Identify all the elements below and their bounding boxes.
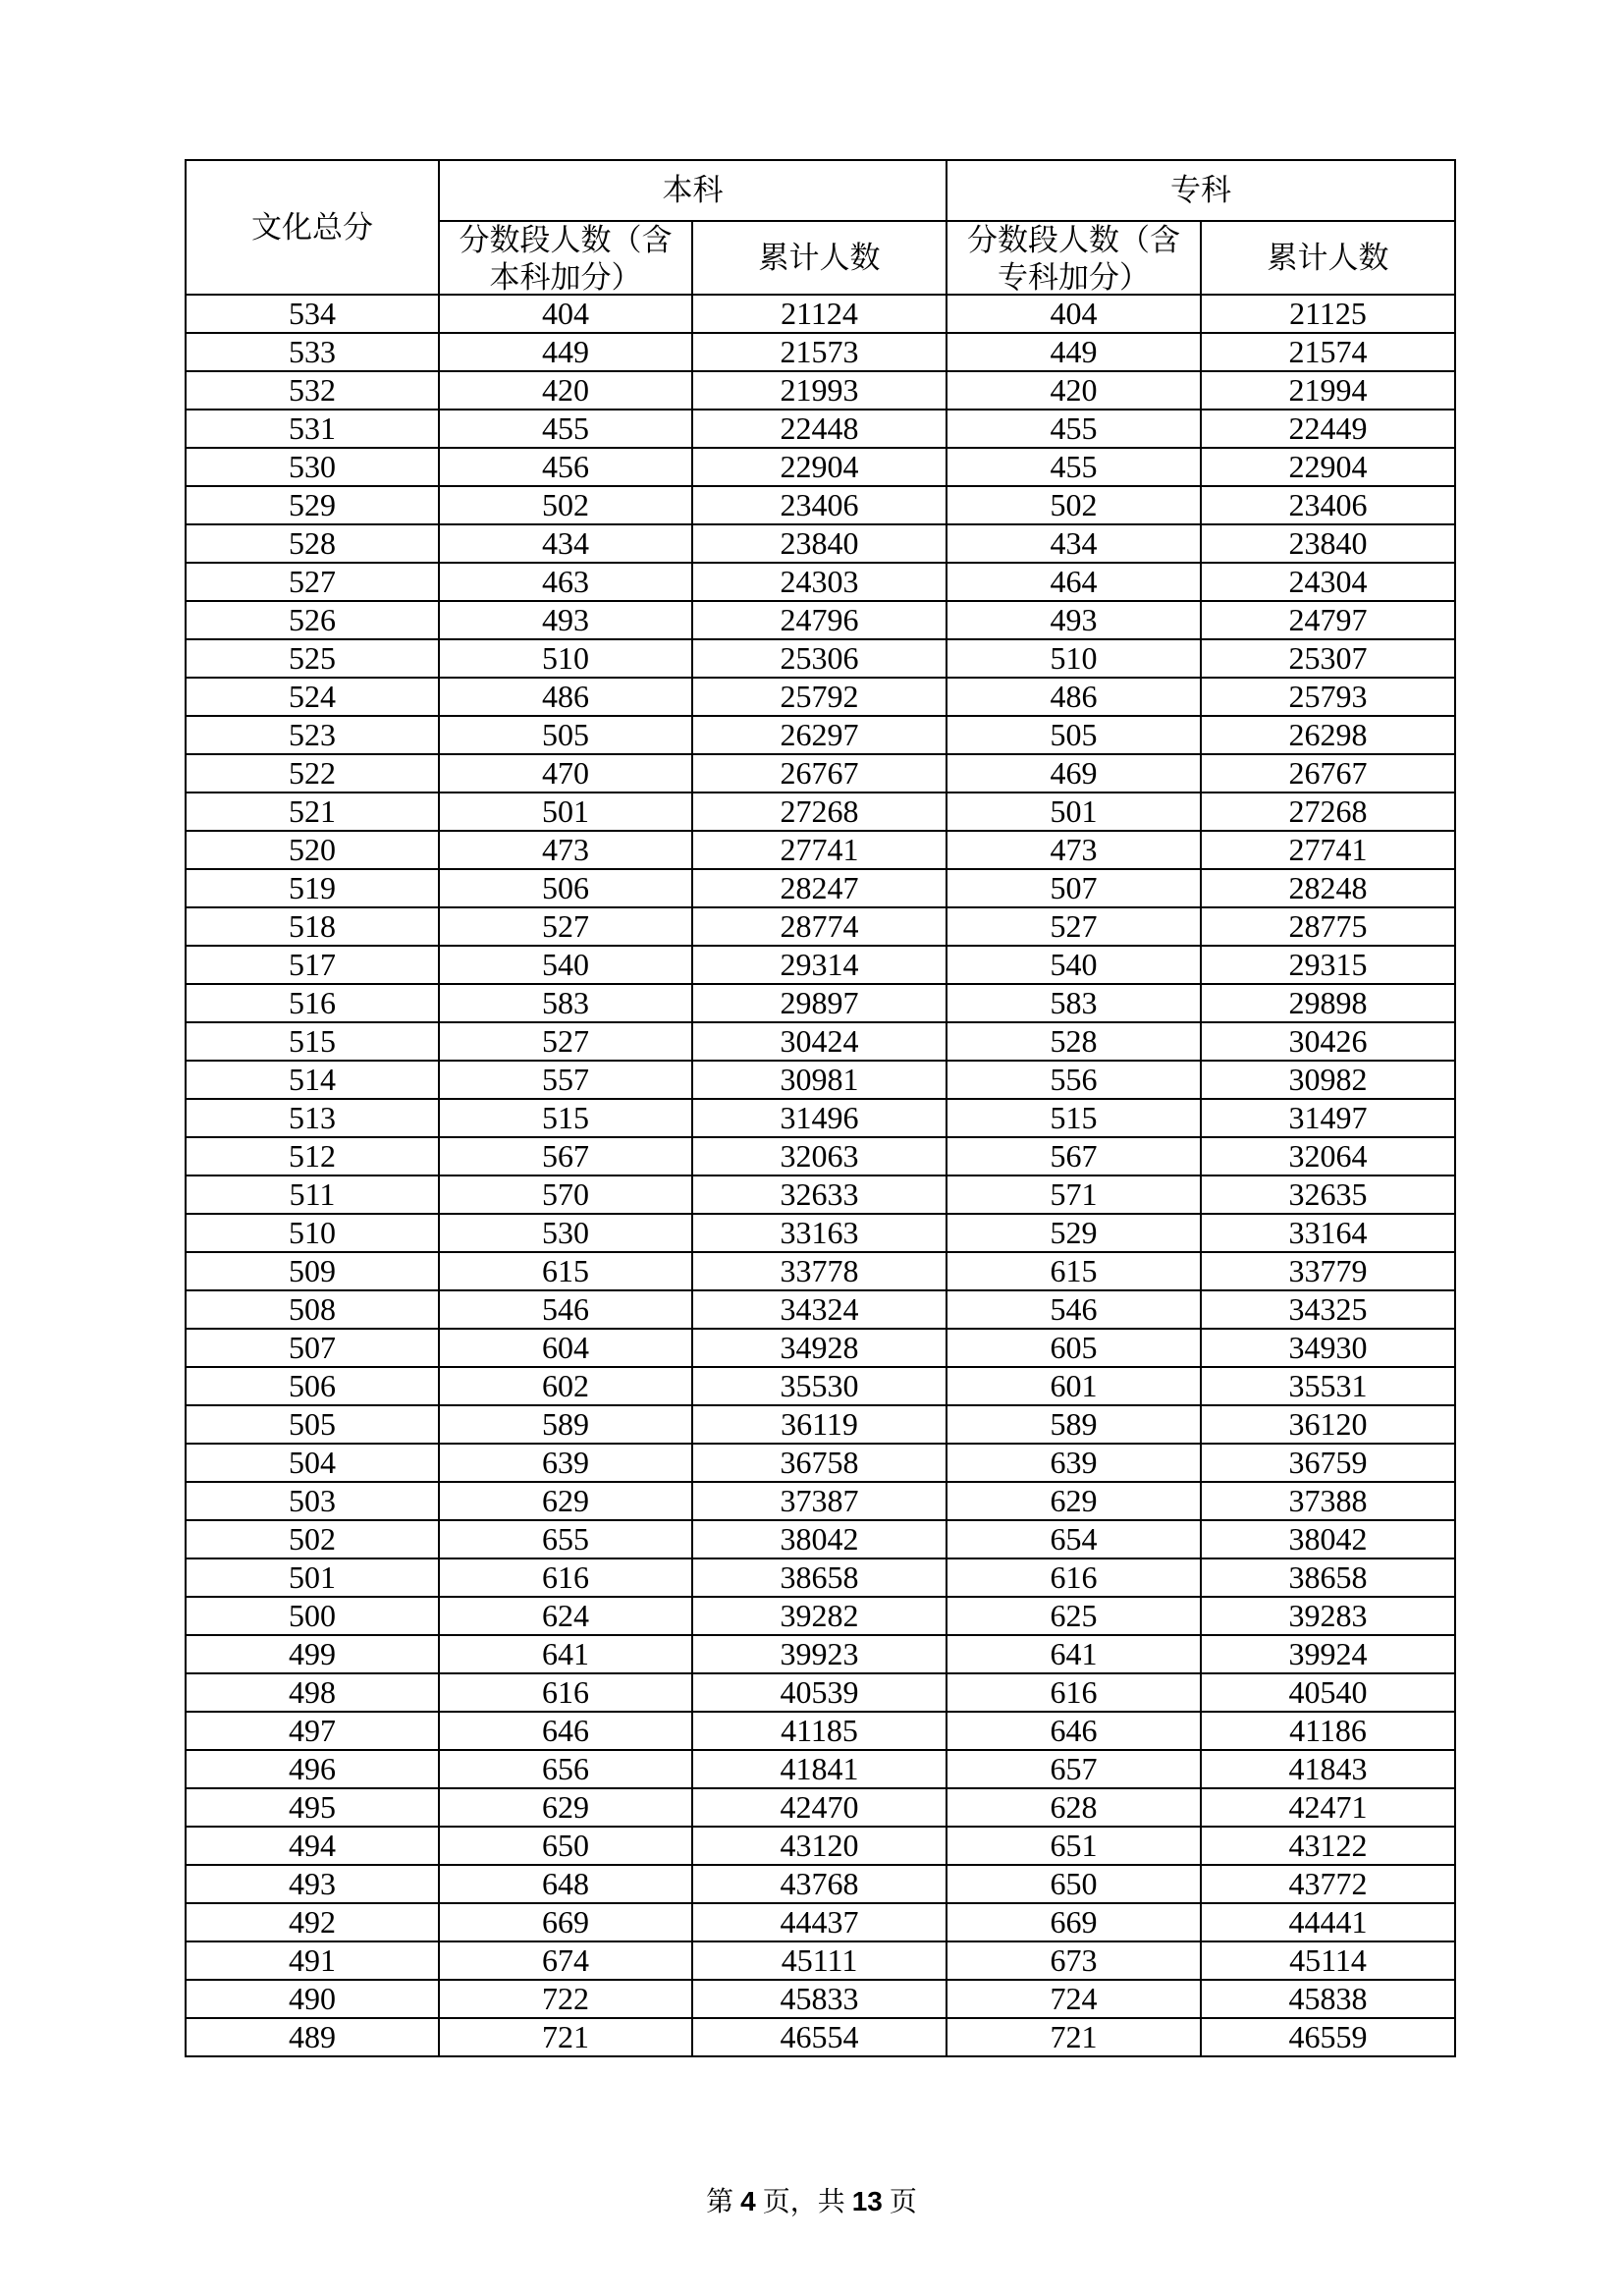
cell-zhuanke-cumulative: 22449	[1201, 410, 1455, 448]
table-row	[186, 333, 1455, 371]
cell-benke-count: 616	[439, 1558, 692, 1597]
cell-benke-count: 722	[439, 1980, 692, 2018]
cell-total-score: 493	[186, 1865, 439, 1903]
cell-benke-cumulative: 31496	[692, 1099, 947, 1137]
table-row	[186, 831, 1455, 869]
cell-benke-count: 583	[439, 984, 692, 1022]
table-row	[186, 1788, 1455, 1827]
cell-zhuanke-count: 616	[947, 1558, 1201, 1597]
cell-zhuanke-count: 455	[947, 410, 1201, 448]
table-row	[186, 1137, 1455, 1175]
table-row	[186, 524, 1455, 563]
cell-zhuanke-count: 567	[947, 1137, 1201, 1175]
cell-zhuanke-cumulative: 24304	[1201, 563, 1455, 601]
cell-benke-count: 624	[439, 1597, 692, 1635]
cell-benke-cumulative: 33163	[692, 1214, 947, 1252]
cell-benke-cumulative: 30424	[692, 1022, 947, 1061]
cell-zhuanke-cumulative: 45114	[1201, 1941, 1455, 1980]
cell-benke-count: 721	[439, 2018, 692, 2056]
cell-zhuanke-cumulative: 26298	[1201, 716, 1455, 754]
table-row	[186, 1597, 1455, 1635]
cell-zhuanke-cumulative: 43772	[1201, 1865, 1455, 1903]
cell-total-score: 520	[186, 831, 439, 869]
table-row	[186, 907, 1455, 946]
cell-zhuanke-count: 502	[947, 486, 1201, 524]
cell-total-score: 494	[186, 1827, 439, 1865]
cell-benke-cumulative: 30981	[692, 1061, 947, 1099]
cell-zhuanke-count: 493	[947, 601, 1201, 639]
cell-total-score: 532	[186, 371, 439, 410]
table-row	[186, 1635, 1455, 1673]
cell-zhuanke-count: 654	[947, 1520, 1201, 1558]
table-row	[186, 1099, 1455, 1137]
cell-total-score: 528	[186, 524, 439, 563]
cell-zhuanke-cumulative: 30426	[1201, 1022, 1455, 1061]
cell-benke-count: 515	[439, 1099, 692, 1137]
cell-zhuanke-cumulative: 21994	[1201, 371, 1455, 410]
cell-benke-cumulative: 39282	[692, 1597, 947, 1635]
cell-total-score: 514	[186, 1061, 439, 1099]
cell-benke-count: 527	[439, 1022, 692, 1061]
table-row	[186, 1175, 1455, 1214]
cell-total-score: 490	[186, 1980, 439, 2018]
cell-benke-cumulative: 23406	[692, 486, 947, 524]
cell-zhuanke-cumulative: 44441	[1201, 1903, 1455, 1941]
cell-zhuanke-count: 650	[947, 1865, 1201, 1903]
table-row	[186, 1941, 1455, 1980]
cell-zhuanke-cumulative: 32635	[1201, 1175, 1455, 1214]
cell-benke-count: 656	[439, 1750, 692, 1788]
cell-zhuanke-count: 583	[947, 984, 1201, 1022]
cell-benke-count: 493	[439, 601, 692, 639]
cell-benke-count: 449	[439, 333, 692, 371]
cell-total-score: 496	[186, 1750, 439, 1788]
cell-zhuanke-count: 556	[947, 1061, 1201, 1099]
cell-benke-count: 629	[439, 1482, 692, 1520]
cell-benke-cumulative: 41185	[692, 1712, 947, 1750]
cell-benke-count: 646	[439, 1712, 692, 1750]
cell-zhuanke-count: 657	[947, 1750, 1201, 1788]
table-row	[186, 1329, 1455, 1367]
cell-zhuanke-count: 455	[947, 448, 1201, 486]
cell-zhuanke-count: 639	[947, 1444, 1201, 1482]
cell-total-score: 509	[186, 1252, 439, 1290]
cell-zhuanke-count: 515	[947, 1099, 1201, 1137]
cell-zhuanke-cumulative: 26767	[1201, 754, 1455, 793]
cell-benke-count: 404	[439, 295, 692, 333]
cell-benke-count: 530	[439, 1214, 692, 1252]
table-row	[186, 984, 1455, 1022]
cell-benke-count: 463	[439, 563, 692, 601]
cell-benke-count: 506	[439, 869, 692, 907]
cell-benke-count: 641	[439, 1635, 692, 1673]
cell-zhuanke-cumulative: 35531	[1201, 1367, 1455, 1405]
cell-zhuanke-count: 486	[947, 678, 1201, 716]
cell-benke-cumulative: 25792	[692, 678, 947, 716]
cell-benke-count: 540	[439, 946, 692, 984]
footer-middle: 页，共	[762, 2187, 845, 2217]
cell-zhuanke-cumulative: 36759	[1201, 1444, 1455, 1482]
cell-zhuanke-count: 529	[947, 1214, 1201, 1252]
cell-benke-count: 456	[439, 448, 692, 486]
cell-zhuanke-cumulative: 22904	[1201, 448, 1455, 486]
cell-zhuanke-count: 540	[947, 946, 1201, 984]
cell-zhuanke-cumulative: 36120	[1201, 1405, 1455, 1444]
cell-zhuanke-cumulative: 45838	[1201, 1980, 1455, 2018]
table-row	[186, 1061, 1455, 1099]
cell-benke-cumulative: 28247	[692, 869, 947, 907]
cell-zhuanke-count: 646	[947, 1712, 1201, 1750]
cell-total-score: 516	[186, 984, 439, 1022]
table-row	[186, 869, 1455, 907]
cell-benke-cumulative: 38658	[692, 1558, 947, 1597]
cell-zhuanke-count: 724	[947, 1980, 1201, 2018]
cell-benke-cumulative: 29897	[692, 984, 947, 1022]
cell-zhuanke-cumulative: 25307	[1201, 639, 1455, 678]
header-total-score: 文化总分	[186, 160, 439, 295]
cell-benke-cumulative: 27268	[692, 793, 947, 831]
cell-total-score: 504	[186, 1444, 439, 1482]
cell-benke-cumulative: 22904	[692, 448, 947, 486]
cell-benke-count: 615	[439, 1252, 692, 1290]
cell-benke-count: 434	[439, 524, 692, 563]
table-row	[186, 448, 1455, 486]
table-row	[186, 1290, 1455, 1329]
header-benke-cumulative: 累计人数	[692, 221, 947, 295]
header-zhuanke-segment-count	[947, 221, 1201, 295]
header-group-benke: 本科	[439, 160, 947, 221]
cell-benke-cumulative: 21124	[692, 295, 947, 333]
footer-suffix: 页	[889, 2187, 917, 2217]
cell-zhuanke-cumulative: 28248	[1201, 869, 1455, 907]
cell-total-score: 534	[186, 295, 439, 333]
cell-benke-cumulative: 36119	[692, 1405, 947, 1444]
cell-zhuanke-count: 616	[947, 1673, 1201, 1712]
cell-benke-cumulative: 25306	[692, 639, 947, 678]
cell-zhuanke-count: 721	[947, 2018, 1201, 2056]
table-row	[186, 678, 1455, 716]
cell-benke-cumulative: 24303	[692, 563, 947, 601]
cell-zhuanke-count: 434	[947, 524, 1201, 563]
table-row	[186, 1214, 1455, 1252]
cell-benke-count: 527	[439, 907, 692, 946]
table-row	[186, 410, 1455, 448]
cell-zhuanke-cumulative: 28775	[1201, 907, 1455, 946]
cell-zhuanke-cumulative: 23840	[1201, 524, 1455, 563]
cell-benke-cumulative: 32633	[692, 1175, 947, 1214]
cell-total-score: 533	[186, 333, 439, 371]
cell-zhuanke-cumulative: 40540	[1201, 1673, 1455, 1712]
cell-zhuanke-count: 673	[947, 1941, 1201, 1980]
cell-benke-cumulative: 39923	[692, 1635, 947, 1673]
cell-zhuanke-count: 528	[947, 1022, 1201, 1061]
cell-benke-count: 546	[439, 1290, 692, 1329]
table-row	[186, 1022, 1455, 1061]
cell-zhuanke-count: 510	[947, 639, 1201, 678]
cell-zhuanke-count: 669	[947, 1903, 1201, 1941]
table-row	[186, 1558, 1455, 1597]
cell-zhuanke-count: 625	[947, 1597, 1201, 1635]
cell-total-score: 515	[186, 1022, 439, 1061]
cell-benke-cumulative: 40539	[692, 1673, 947, 1712]
cell-zhuanke-count: 527	[947, 907, 1201, 946]
cell-zhuanke-count: 473	[947, 831, 1201, 869]
cell-total-score: 524	[186, 678, 439, 716]
cell-total-score: 503	[186, 1482, 439, 1520]
cell-zhuanke-count: 404	[947, 295, 1201, 333]
table-row	[186, 1865, 1455, 1903]
cell-zhuanke-cumulative: 38042	[1201, 1520, 1455, 1558]
cell-benke-cumulative: 28774	[692, 907, 947, 946]
table-row	[186, 371, 1455, 410]
cell-benke-count: 650	[439, 1827, 692, 1865]
cell-benke-cumulative: 37387	[692, 1482, 947, 1520]
table-row	[186, 716, 1455, 754]
cell-total-score: 527	[186, 563, 439, 601]
header-group-zhuanke: 专科	[947, 160, 1455, 221]
cell-zhuanke-cumulative: 25793	[1201, 678, 1455, 716]
cell-benke-cumulative: 22448	[692, 410, 947, 448]
header-zhuanke-cumulative: 累计人数	[1201, 221, 1455, 295]
cell-benke-cumulative: 44437	[692, 1903, 947, 1941]
score-distribution-table	[185, 159, 1456, 2057]
cell-benke-count: 470	[439, 754, 692, 793]
cell-benke-count: 639	[439, 1444, 692, 1482]
cell-total-score: 500	[186, 1597, 439, 1635]
cell-zhuanke-cumulative: 21125	[1201, 295, 1455, 333]
cell-total-score: 530	[186, 448, 439, 486]
cell-zhuanke-cumulative: 34930	[1201, 1329, 1455, 1367]
cell-benke-cumulative: 36758	[692, 1444, 947, 1482]
table-row	[186, 639, 1455, 678]
cell-zhuanke-cumulative: 39283	[1201, 1597, 1455, 1635]
cell-total-score: 517	[186, 946, 439, 984]
cell-total-score: 507	[186, 1329, 439, 1367]
cell-zhuanke-cumulative: 41843	[1201, 1750, 1455, 1788]
table-row	[186, 601, 1455, 639]
cell-total-score: 531	[186, 410, 439, 448]
cell-total-score: 526	[186, 601, 439, 639]
table-row	[186, 793, 1455, 831]
cell-total-score: 523	[186, 716, 439, 754]
table-row	[186, 2018, 1455, 2056]
cell-total-score: 510	[186, 1214, 439, 1252]
cell-benke-count: 648	[439, 1865, 692, 1903]
cell-zhuanke-cumulative: 41186	[1201, 1712, 1455, 1750]
table-row	[186, 295, 1455, 333]
cell-benke-cumulative: 43120	[692, 1827, 947, 1865]
cell-zhuanke-cumulative: 43122	[1201, 1827, 1455, 1865]
cell-total-score: 502	[186, 1520, 439, 1558]
cell-zhuanke-cumulative: 27268	[1201, 793, 1455, 831]
cell-total-score: 492	[186, 1903, 439, 1941]
cell-total-score: 513	[186, 1099, 439, 1137]
cell-total-score: 501	[186, 1558, 439, 1597]
cell-benke-cumulative: 33778	[692, 1252, 947, 1290]
table-row	[186, 1673, 1455, 1712]
cell-zhuanke-count: 505	[947, 716, 1201, 754]
cell-zhuanke-cumulative: 31497	[1201, 1099, 1455, 1137]
cell-zhuanke-count: 589	[947, 1405, 1201, 1444]
cell-zhuanke-count: 601	[947, 1367, 1201, 1405]
header-benke-segment-count-text: 分数段人数（含本科加分）	[459, 223, 673, 293]
cell-zhuanke-count: 507	[947, 869, 1201, 907]
cell-benke-count: 473	[439, 831, 692, 869]
cell-zhuanke-cumulative: 29898	[1201, 984, 1455, 1022]
cell-zhuanke-count: 641	[947, 1635, 1201, 1673]
cell-benke-count: 669	[439, 1903, 692, 1941]
cell-benke-count: 557	[439, 1061, 692, 1099]
cell-total-score: 525	[186, 639, 439, 678]
table-row	[186, 754, 1455, 793]
table-row	[186, 1482, 1455, 1520]
cell-zhuanke-cumulative: 33164	[1201, 1214, 1455, 1252]
cell-benke-count: 655	[439, 1520, 692, 1558]
cell-zhuanke-count: 501	[947, 793, 1201, 831]
cell-zhuanke-count: 449	[947, 333, 1201, 371]
cell-benke-count: 674	[439, 1941, 692, 1980]
cell-benke-count: 589	[439, 1405, 692, 1444]
footer-prefix: 第	[706, 2187, 734, 2217]
table-row	[186, 563, 1455, 601]
cell-benke-cumulative: 27741	[692, 831, 947, 869]
table-body	[186, 295, 1455, 2056]
cell-benke-cumulative: 38042	[692, 1520, 947, 1558]
cell-benke-count: 505	[439, 716, 692, 754]
cell-total-score: 518	[186, 907, 439, 946]
cell-total-score: 511	[186, 1175, 439, 1214]
cell-total-score: 489	[186, 2018, 439, 2056]
cell-zhuanke-cumulative: 38658	[1201, 1558, 1455, 1597]
cell-benke-count: 604	[439, 1329, 692, 1367]
cell-benke-count: 616	[439, 1673, 692, 1712]
cell-zhuanke-cumulative: 24797	[1201, 601, 1455, 639]
cell-benke-count: 567	[439, 1137, 692, 1175]
cell-total-score: 522	[186, 754, 439, 793]
footer-total-pages: 13	[851, 2186, 883, 2216]
footer-page-number: 4	[740, 2186, 756, 2216]
cell-zhuanke-cumulative: 23406	[1201, 486, 1455, 524]
table-row	[186, 486, 1455, 524]
cell-zhuanke-cumulative: 21574	[1201, 333, 1455, 371]
cell-total-score: 519	[186, 869, 439, 907]
cell-benke-cumulative: 26297	[692, 716, 947, 754]
cell-zhuanke-cumulative: 46559	[1201, 2018, 1455, 2056]
cell-zhuanke-cumulative: 33779	[1201, 1252, 1455, 1290]
cell-zhuanke-count: 628	[947, 1788, 1201, 1827]
cell-benke-cumulative: 32063	[692, 1137, 947, 1175]
cell-benke-cumulative: 21993	[692, 371, 947, 410]
cell-benke-cumulative: 26767	[692, 754, 947, 793]
cell-benke-cumulative: 34928	[692, 1329, 947, 1367]
cell-benke-cumulative: 35530	[692, 1367, 947, 1405]
cell-benke-cumulative: 45111	[692, 1941, 947, 1980]
cell-benke-count: 629	[439, 1788, 692, 1827]
table-row	[186, 1405, 1455, 1444]
cell-total-score: 529	[186, 486, 439, 524]
cell-zhuanke-cumulative: 27741	[1201, 831, 1455, 869]
cell-zhuanke-count: 464	[947, 563, 1201, 601]
cell-total-score: 495	[186, 1788, 439, 1827]
table-row	[186, 1444, 1455, 1482]
table-row	[186, 1712, 1455, 1750]
cell-zhuanke-cumulative: 30982	[1201, 1061, 1455, 1099]
header-zhuanke-segment-count-text: 分数段人数（含专科加分）	[967, 223, 1180, 293]
cell-zhuanke-cumulative: 39924	[1201, 1635, 1455, 1673]
cell-benke-count: 501	[439, 793, 692, 831]
cell-benke-count: 602	[439, 1367, 692, 1405]
header-benke-segment-count	[439, 221, 692, 295]
table-row	[186, 1252, 1455, 1290]
cell-total-score: 499	[186, 1635, 439, 1673]
cell-benke-count: 510	[439, 639, 692, 678]
cell-zhuanke-cumulative: 37388	[1201, 1482, 1455, 1520]
cell-total-score: 508	[186, 1290, 439, 1329]
cell-total-score: 521	[186, 793, 439, 831]
cell-zhuanke-cumulative: 32064	[1201, 1137, 1455, 1175]
cell-benke-cumulative: 24796	[692, 601, 947, 639]
table-row	[186, 1980, 1455, 2018]
cell-benke-cumulative: 23840	[692, 524, 947, 563]
cell-benke-cumulative: 42470	[692, 1788, 947, 1827]
table-row	[186, 1520, 1455, 1558]
cell-benke-cumulative: 29314	[692, 946, 947, 984]
cell-benke-cumulative: 41841	[692, 1750, 947, 1788]
cell-zhuanke-count: 469	[947, 754, 1201, 793]
table-row	[186, 946, 1455, 984]
cell-zhuanke-count: 546	[947, 1290, 1201, 1329]
cell-benke-count: 455	[439, 410, 692, 448]
table-row	[186, 1750, 1455, 1788]
cell-benke-count: 486	[439, 678, 692, 716]
cell-zhuanke-count: 420	[947, 371, 1201, 410]
cell-zhuanke-cumulative: 29315	[1201, 946, 1455, 984]
cell-total-score: 491	[186, 1941, 439, 1980]
cell-benke-cumulative: 34324	[692, 1290, 947, 1329]
cell-zhuanke-cumulative: 34325	[1201, 1290, 1455, 1329]
cell-total-score: 498	[186, 1673, 439, 1712]
cell-zhuanke-count: 571	[947, 1175, 1201, 1214]
cell-zhuanke-count: 651	[947, 1827, 1201, 1865]
cell-benke-cumulative: 43768	[692, 1865, 947, 1903]
cell-zhuanke-count: 605	[947, 1329, 1201, 1367]
cell-total-score: 505	[186, 1405, 439, 1444]
cell-total-score: 497	[186, 1712, 439, 1750]
cell-benke-cumulative: 21573	[692, 333, 947, 371]
cell-zhuanke-count: 615	[947, 1252, 1201, 1290]
page-footer	[0, 2185, 1623, 2219]
cell-benke-count: 502	[439, 486, 692, 524]
cell-total-score: 512	[186, 1137, 439, 1175]
cell-zhuanke-count: 629	[947, 1482, 1201, 1520]
cell-benke-count: 420	[439, 371, 692, 410]
cell-zhuanke-cumulative: 42471	[1201, 1788, 1455, 1827]
cell-benke-count: 570	[439, 1175, 692, 1214]
cell-benke-cumulative: 46554	[692, 2018, 947, 2056]
table-row	[186, 1827, 1455, 1865]
cell-benke-cumulative: 45833	[692, 1980, 947, 2018]
cell-total-score: 506	[186, 1367, 439, 1405]
table-row	[186, 1903, 1455, 1941]
table-row	[186, 1367, 1455, 1405]
